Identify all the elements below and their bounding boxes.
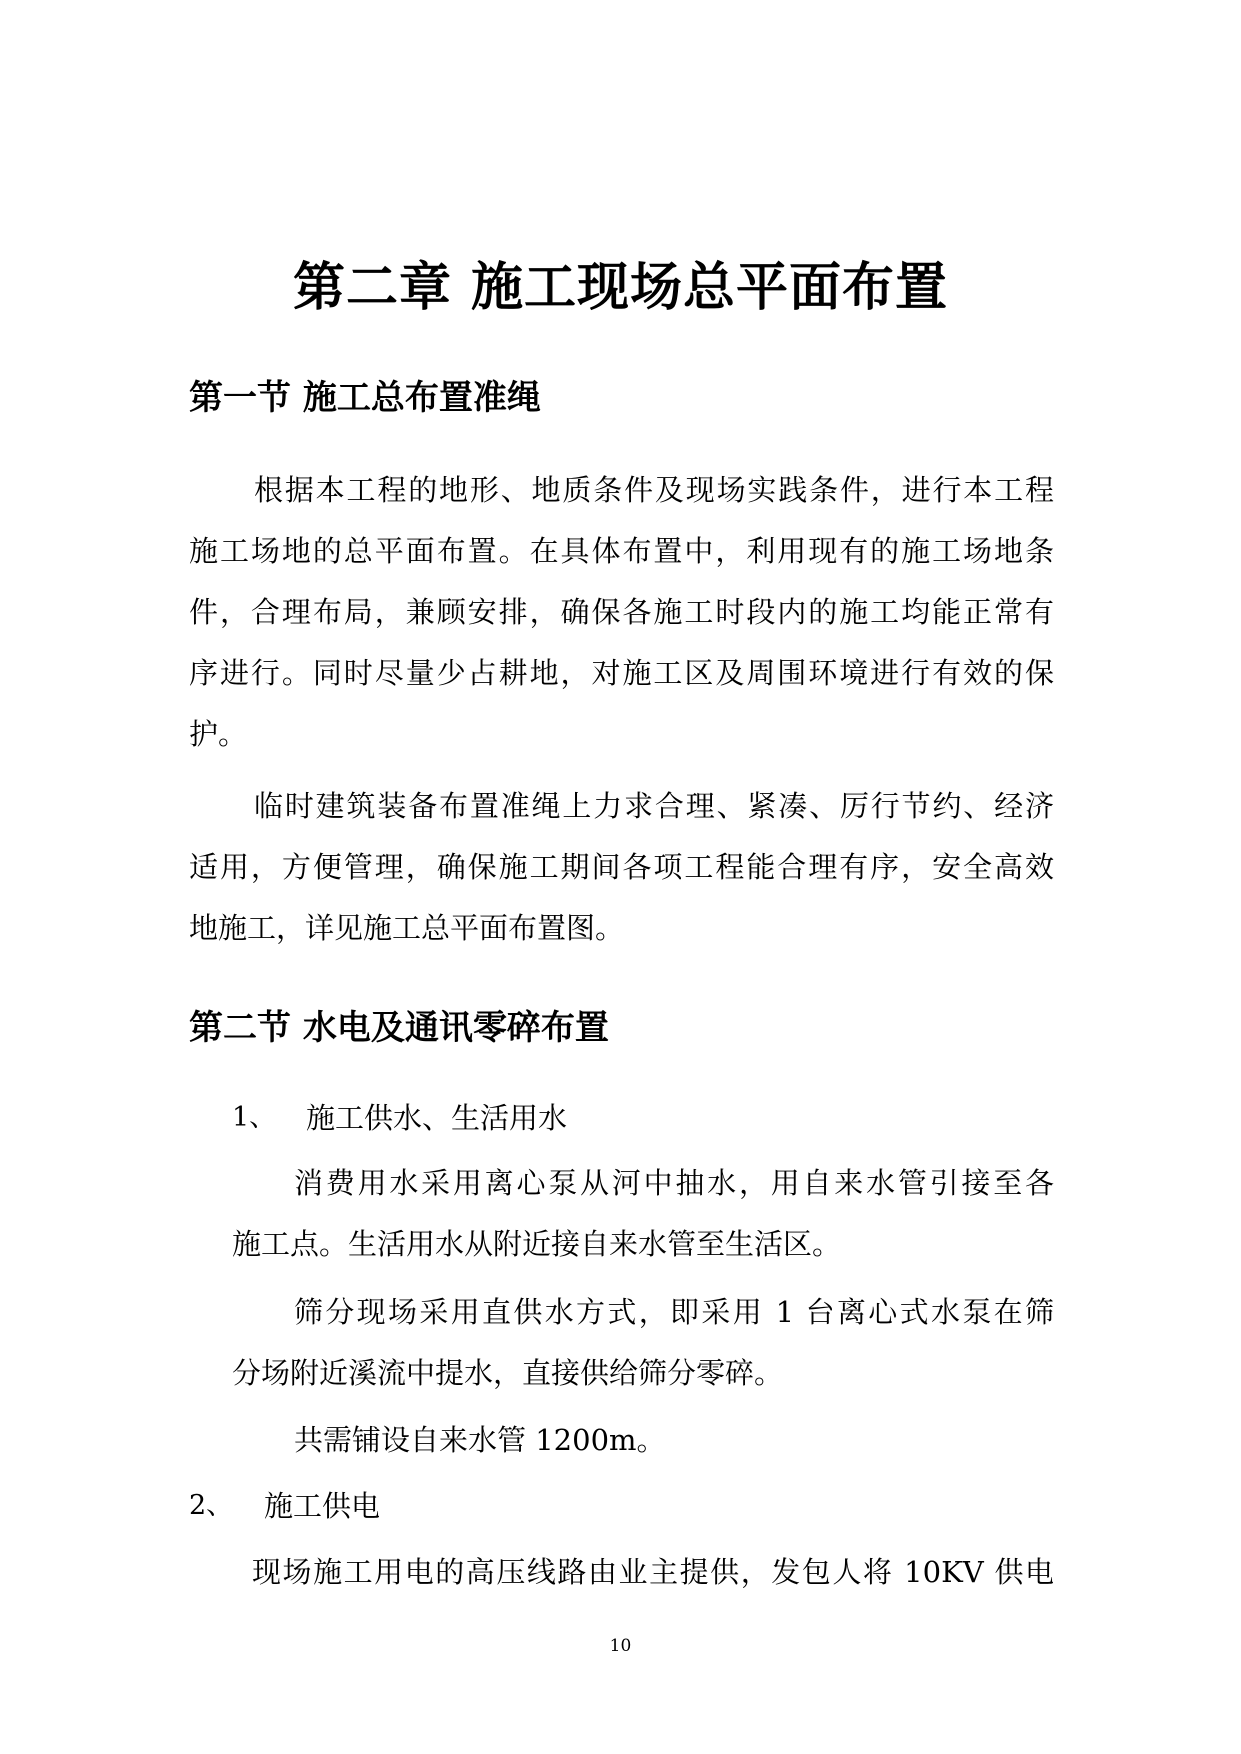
paragraph-line: 适用，方便管理，确保施工期间各项工程能合理有序，安全高效: [189, 850, 1054, 884]
paragraph-line: 分场附近溪流中提水，直接供给筛分零碎。: [232, 1356, 784, 1390]
paragraph-line: 地施工，详见施工总平面布置图。: [189, 911, 625, 945]
page-number: 10: [609, 1636, 632, 1656]
list-number: 2、: [189, 1490, 234, 1521]
paragraph-line: 临时建筑装备布置准绳上力求合理、紧凑、厉行节约、经济: [254, 789, 1054, 823]
list-item-title: 施工供水、生活用水: [306, 1101, 568, 1135]
paragraph-line: 护。: [189, 717, 248, 751]
paragraph-line: 件，合理布局，兼顾安排，确保各施工时段内的施工均能正常有: [189, 595, 1054, 629]
paragraph-line: 序进行。同时尽量少占耕地，对施工区及周围环境进行有效的保: [189, 656, 1054, 690]
section-2-title: 第二节 水电及通讯零碎布置: [189, 1008, 609, 1048]
list-number: 1、: [232, 1102, 277, 1133]
paragraph-line: 现场施工用电的高压线路由业主提供，发包人将 10KV 供电: [252, 1555, 1054, 1589]
list-item-title: 施工供电: [264, 1489, 381, 1523]
chapter-title: 第二章 施工现场总平面布置: [292, 258, 949, 318]
paragraph-line: 施工场地的总平面布置。在具体布置中，利用现有的施工场地条: [189, 534, 1054, 568]
paragraph-line: 施工点。生活用水从附近接自来水管至生活区。: [232, 1227, 842, 1261]
paragraph-line: 根据本工程的地形、地质条件及现场实践条件，进行本工程: [254, 473, 1054, 507]
paragraph-line: 消费用水采用离心泵从河中抽水，用自来水管引接至各: [294, 1166, 1054, 1200]
paragraph-line: 共需铺设自来水管 1200m。: [294, 1423, 666, 1457]
section-1-title: 第一节 施工总布置准绳: [189, 378, 541, 418]
paragraph-line: 筛分现场采用直供水方式，即采用 1 台离心式水泵在筛: [294, 1295, 1054, 1329]
